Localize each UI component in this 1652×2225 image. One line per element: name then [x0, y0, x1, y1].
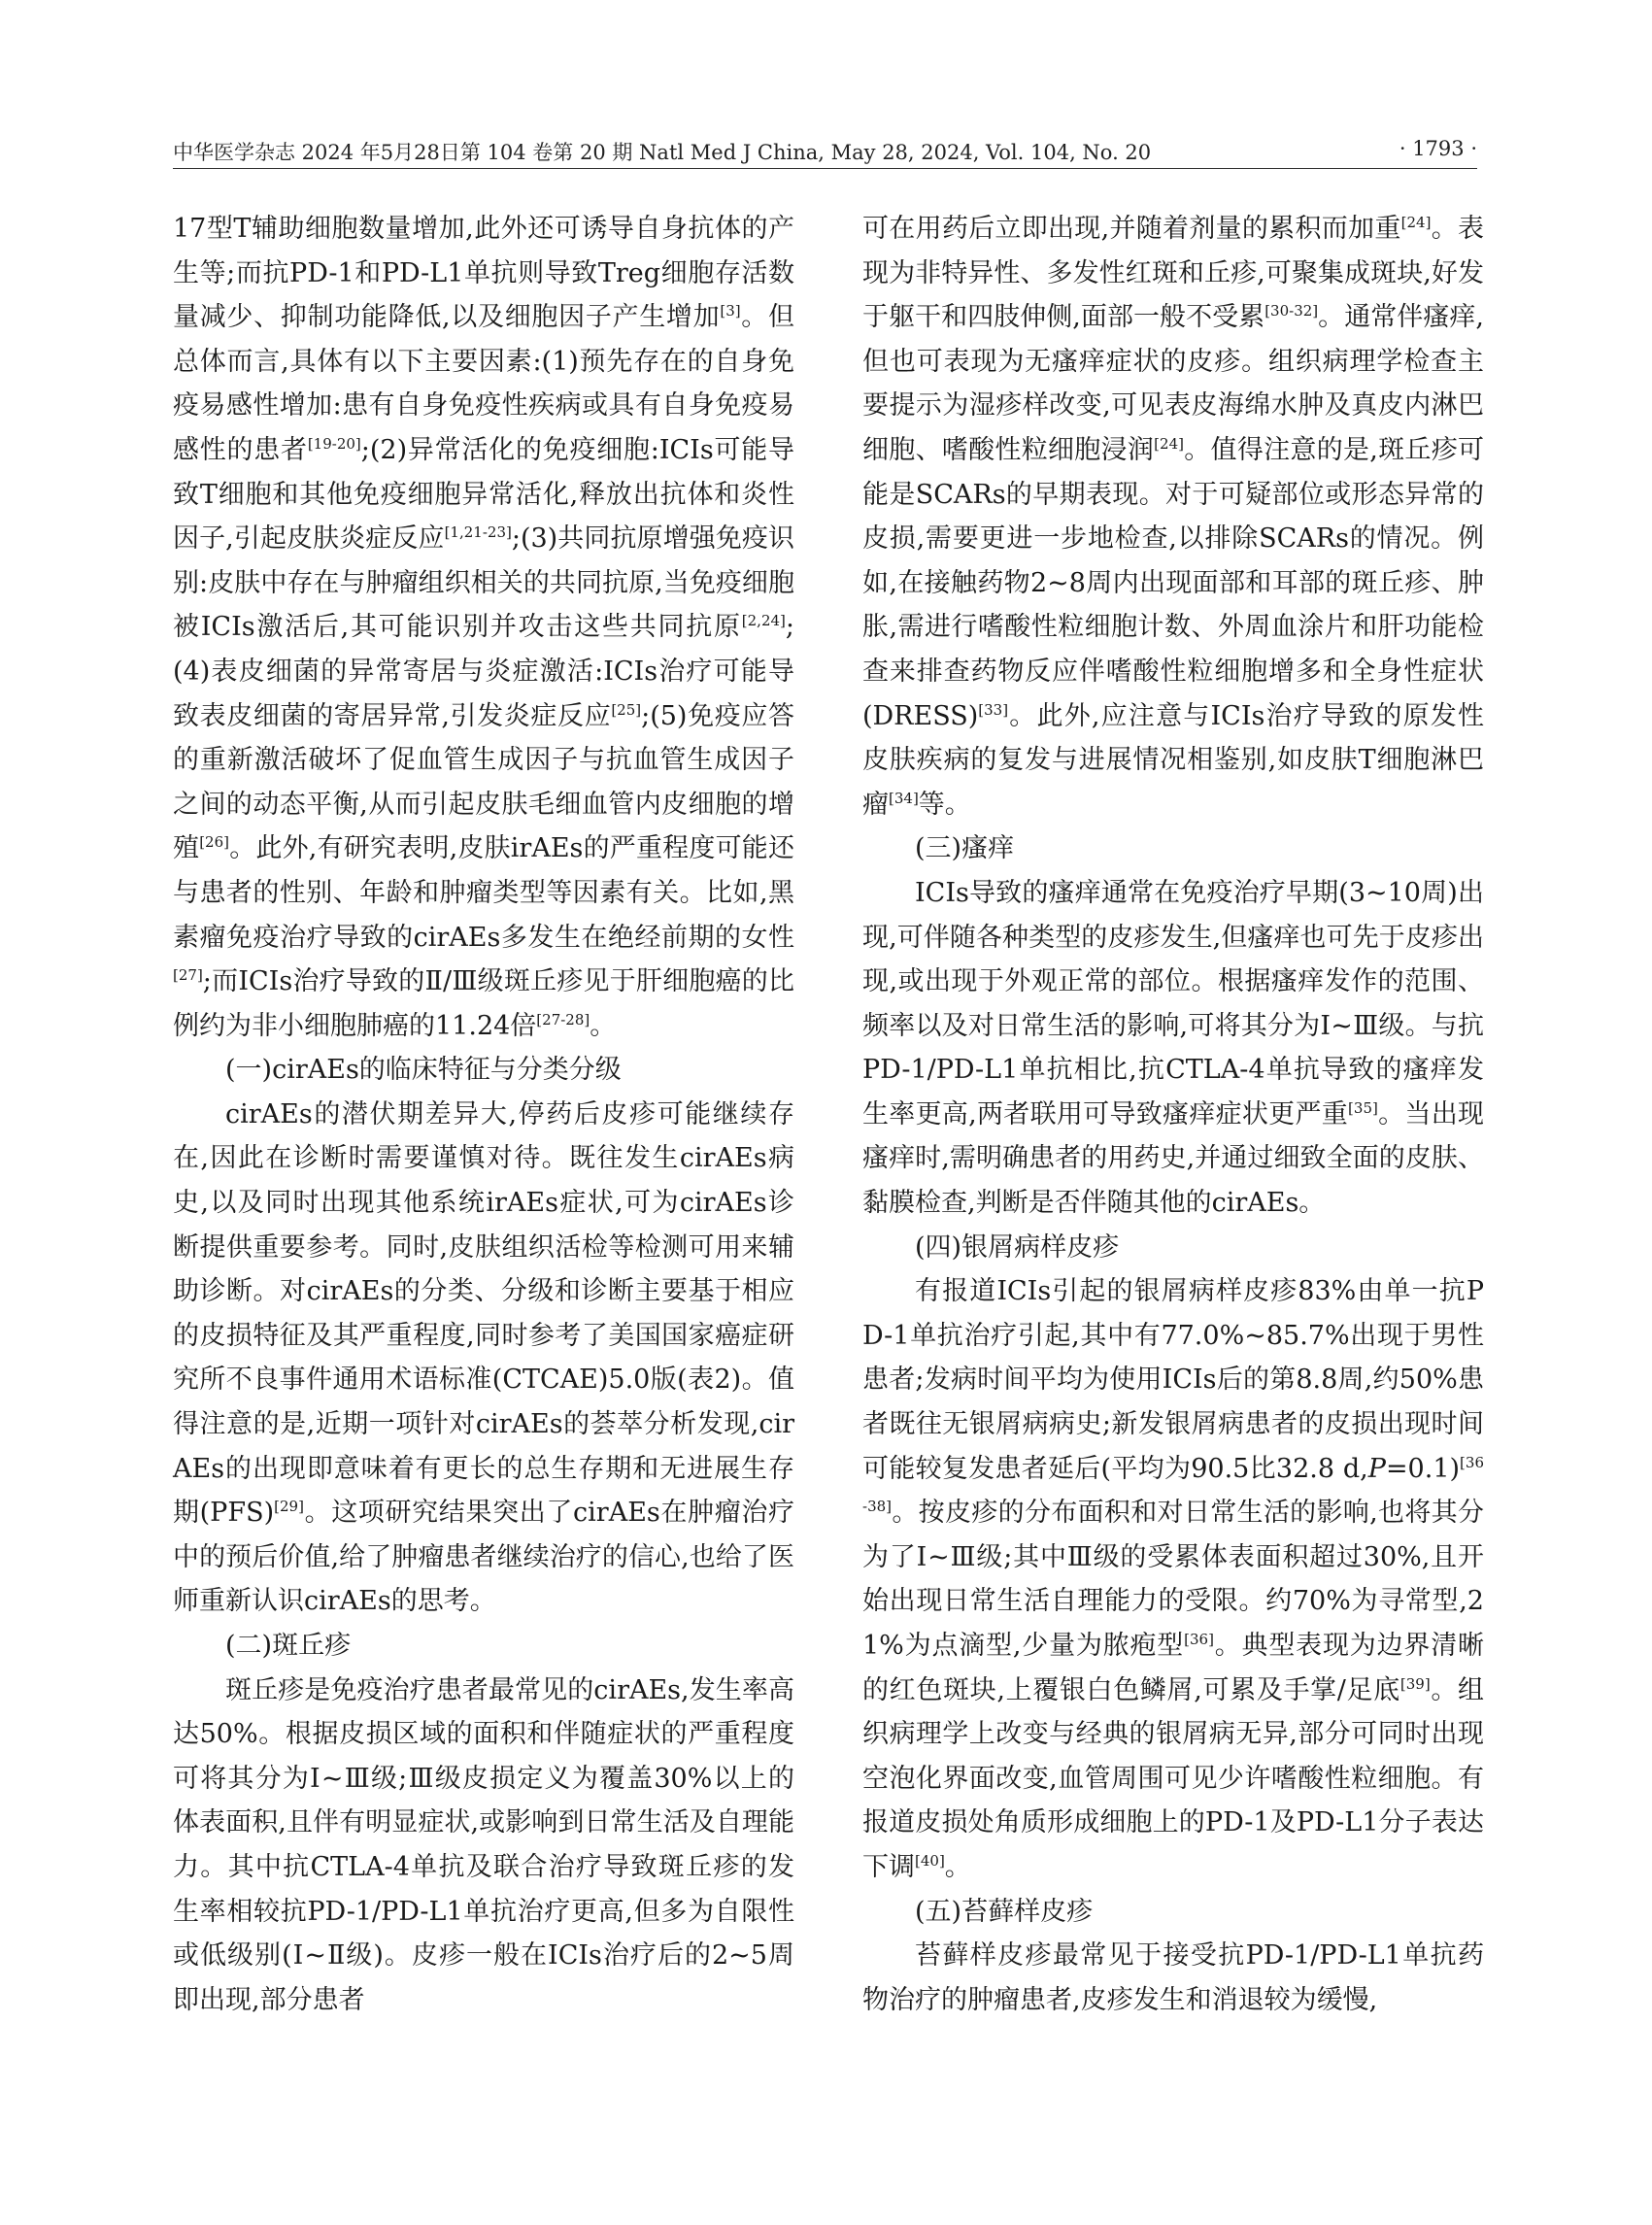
paragraph: [862, 1269, 1484, 1889]
text-run: 可在用药后立即出现,并随着剂量的累积而加重: [862, 214, 1401, 244]
text-run: ;(3)共同抗原增强免疫识别:皮肤中存在与肿瘤组织相关的共同抗原,当免疫细胞被ICIs激活后,其可能识别并攻击这些共同抗原: [173, 523, 794, 643]
citation-ref: [24]: [1400, 214, 1432, 231]
text-run: 。按皮疹的分布面积和对日常生活的影响,也将其分为了Ⅰ~Ⅲ级;其中Ⅲ级的受累体表面积超过30%,且开始出现日常生活自理能力的受限。约70%为寻常型,21%为点滴型,少量为脓疱型: [862, 1498, 1484, 1661]
citation-ref: [1,21-23]: [444, 523, 512, 542]
text-run: ;(2)异常活化的免疫细胞:ICIs可能导致T细胞和其他免疫细胞异常活化,释放出抗体和炎性因子,引起皮肤炎症反应: [173, 434, 794, 555]
text-run: 。此外,有研究表明,皮肤irAEs的严重程度可能还与患者的性别、年龄和肿瘤类型等因素有关。比如,黑素瘤免疫治疗导致的cirAEs多发生在绝经前期的女性: [173, 833, 794, 953]
text-run: 。组织病理学上改变与经典的银屑病无异,部分可同时出现空泡化界面改变,血管周围可见少许嗜酸性粒细胞。有报道皮损处角质形成细胞上的PD-1及PD-L1分子表达下调: [862, 1674, 1484, 1882]
text-run: 。这项研究结果突出了cirAEs在肿瘤治疗中的预后价值,给了肿瘤患者继续治疗的信心,也给了医师重新认识cirAEs的思考。: [173, 1498, 795, 1617]
citation-ref: [19-20]: [307, 434, 361, 453]
text-run: 。值得注意的是,斑丘疹可能是SCARs的早期表现。对于可疑部位或形态异常的皮损,需要更进一步地检查,以排除SCARs的情况。例如,在接触药物2~8周内出现面部和耳部的斑丘疹、肿胀,需进行嗜酸性粒细胞计数、外周血涂片和肝功能检查来排查药物反应伴嗜酸性粒细胞增多和全身性症状(DRESS): [862, 434, 1484, 731]
citation-ref: [3]: [720, 302, 741, 320]
text-run: 。典型表现为边界清晰的红色斑块,上覆银白色鳞屑,可累及手掌/足底: [862, 1631, 1485, 1705]
section-heading: (五)苔藓样皮疹: [915, 1896, 1094, 1927]
section-heading: (三)瘙痒: [915, 833, 1015, 864]
journal-citation: 中华医学杂志 2024 年5月28日第 104 卷第 20 期 Natl Med J China, May 28, 2024, Vol. 104, No. 20: [173, 141, 1152, 164]
text-run: 。: [590, 1010, 617, 1041]
text-run: 等。: [918, 789, 971, 820]
text-run: =0.1): [1385, 1453, 1461, 1484]
text-run: 17型T辅助细胞数量增加,此外还可诱导自身抗体的产生等;而抗PD-1和PD-L1单抗则导致Treg细胞存活数量减少、抑制功能降低,以及细胞因子产生增加: [173, 214, 794, 333]
header-rule: [173, 168, 1477, 169]
page-number: · 1793 ·: [1399, 137, 1477, 160]
citation-ref: [25]: [611, 700, 642, 719]
text-run: ;(4)表皮细菌的异常寄居与炎症激活:ICIs治疗可能导致表皮细菌的寄居异常,引发炎症反应: [173, 612, 794, 731]
section-heading: (一)cirAEs的临床特征与分类分级: [225, 1055, 622, 1086]
paragraph: [862, 871, 1484, 1226]
section-heading: (二)斑丘疹: [225, 1631, 352, 1661]
text-run: 有报道ICIs引起的银屑病样皮疹83%由单一抗PD-1单抗治疗引起,其中有77.0%~85.7%出现于男性患者;发病时间平均为使用ICIs后的第8.8周,约50%患者既往无银屑病病史;新发银屑病患者的皮损出现时间可能较复发患者延后(平均为90.5比32.8 d,: [862, 1276, 1484, 1484]
text-run: ;(5)免疫应答的重新激活破坏了促血管生成因子与抗血管生成因子之间的动态平衡,从而引起皮肤毛细血管内皮细胞的增殖: [173, 700, 794, 864]
left-column: [173, 207, 794, 2022]
citation-ref: [27]: [173, 966, 203, 985]
text-run: 。但总体而言,具体有以下主要因素:(1)预先存在的自身免疫易感性增加:患有自身免疫性疾病或具有自身免疫易感性的患者: [173, 302, 794, 465]
text-run: 。表现为非特异性、多发性红斑和丘疹,可聚集成斑块,好发于躯干和四肢伸侧,面部一般不受累: [862, 214, 1484, 333]
running-header: [173, 131, 1477, 170]
citation-ref: [39]: [1399, 1674, 1431, 1693]
text-run: 。此外,应注意与ICIs治疗导致的原发性皮肤疾病的复发与进展情况相鉴别,如皮肤T细胞淋巴瘤: [862, 700, 1484, 820]
text-run: 。通常伴瘙痒,但也可表现为无瘙痒症状的皮疹。组织病理学检查主要提示为湿疹样改变,可见表皮海绵水肿及真皮内淋巴细胞、嗜酸性粒细胞浸润: [862, 302, 1484, 465]
text-run: 。: [944, 1851, 971, 1882]
citation-ref: [26]: [199, 833, 229, 852]
right-column: [862, 207, 1484, 2022]
text-run: cirAEs的潜伏期差异大,停药后皮疹可能继续存在,因此在诊断时需要谨慎对待。既往发生cirAEs病史,以及同时出现其他系统irAEs症状,可为cirAEs诊断提供重要参考。同时,皮肤组织活检等检测可用来辅助诊断。对cirAEs的分类、分级和诊断主要基于相应的皮损特征及其严重程度,同时参考了美国国家癌症研究所不良事件通用术语标准(CTCAE)5.0版(表2)。值得注意的是,近期一项针对cirAEs的荟萃分析发现,cirAEs的出现即意味着有更长的总生存期和无进展生存期(PFS): [173, 1098, 794, 1529]
citation-ref: [30-32]: [1264, 302, 1319, 320]
paragraph: [173, 207, 794, 1048]
text-run: ;而ICIs治疗导致的Ⅱ/Ⅲ级斑丘疹见于肝细胞癌的比例约为非小细胞肺癌的11.24倍: [173, 966, 794, 1041]
citation-ref: [29]: [274, 1498, 304, 1516]
section-heading: (四)银屑病样皮疹: [915, 1231, 1120, 1263]
citation-ref: [36-38]: [862, 1453, 1484, 1516]
text-run: 。当出现瘙痒时,需明确患者的用药史,并通过细致全面的皮肤、黏膜检查,判断是否伴随其他的cirAEs。: [862, 1098, 1484, 1219]
citation-ref: [27-28]: [536, 1010, 590, 1028]
paragraph: 斑丘疹是免疫治疗患者最常见的cirAEs,发生率高达50%。根据皮损区域的面积和伴随症状的严重程度可将其分为Ⅰ~Ⅲ级;Ⅲ级皮损定义为覆盖30%以上的体表面积,且伴有明显症状,或影响到日常生活及自理能力。其中抗CTLA-4单抗及联合治疗导致斑丘疹的发生率相较抗PD-1/PD-L1单抗治疗更高,但多为自限性或低级别(Ⅰ~Ⅱ级)。皮疹一般在ICIs治疗后的2~5周即出现,部分患者: [173, 1674, 794, 2015]
citation-ref: [2,24]: [741, 612, 786, 630]
paragraph: 苔藓样皮疹最常见于接受抗PD-1/PD-L1单抗药物治疗的肿瘤患者,皮疹发生和消退较为缓慢,: [862, 1940, 1484, 2015]
citation-ref: [40]: [915, 1851, 945, 1870]
p-value-symbol: P: [1367, 1453, 1386, 1484]
citation-ref: [35]: [1348, 1098, 1378, 1117]
paragraph: [862, 207, 1484, 826]
citation-ref: [34]: [889, 789, 919, 807]
citation-ref: [24]: [1154, 434, 1184, 453]
paragraph: [173, 1093, 794, 1624]
citation-ref: [33]: [978, 700, 1009, 719]
citation-ref: [36]: [1184, 1631, 1214, 1648]
text-run: ICIs导致的瘙痒通常在免疫治疗早期(3~10周)出现,可伴随各种类型的皮疹发生,但瘙痒也可先于皮疹出现,或出现于外观正常的部位。根据瘙痒发作的范围、频率以及对日常生活的影响,可将其分为Ⅰ~Ⅲ级。与抗PD-1/PD-L1单抗相比,抗CTLA-4单抗导致的瘙痒发生率更高,两者联用可导致瘙痒症状更严重: [862, 877, 1484, 1129]
